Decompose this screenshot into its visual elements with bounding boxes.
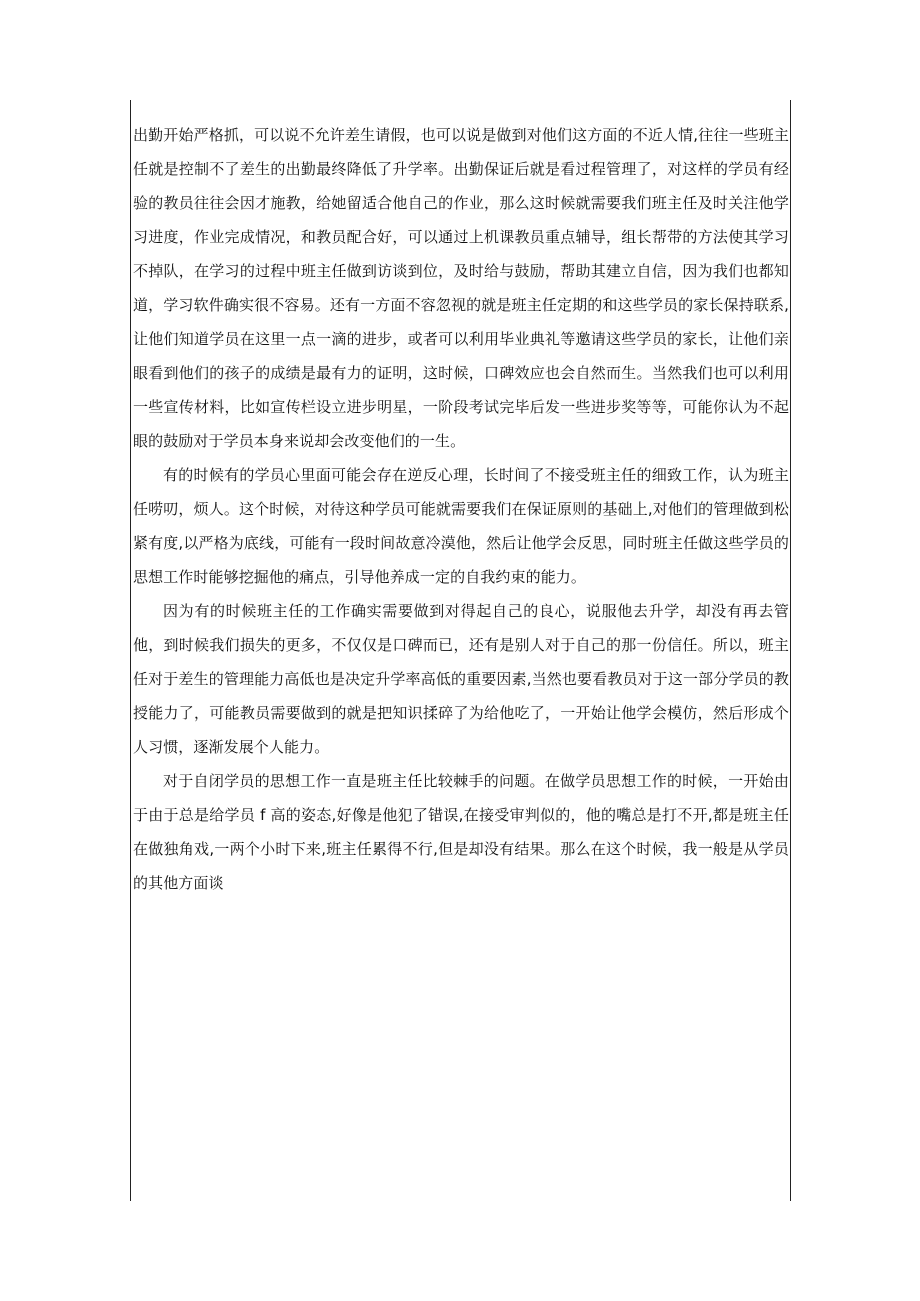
paragraph-1: 出勤开始严格抓，可以说不允许差生请假，也可以说是做到对他们这方面的不近人情,往往一些班主任就是控制不了差生的出勤最终降低了升学率。出勤保证后就是看过程管理了，对这样的学员有经验的教员往往会因才施教，给她留适合他自己的作业，那么这时候就需要我们班主任及时关注他学习进度，作业完成情况，和教员配合好，可以通过上机课教员重点辅导，组长帮带的方法使其学习不掉队，在学习的过程中班主任做到访谈到位，及时给与鼓励，帮助其建立自信，因为我们也都知道，学习软件确实很不容易。还有一方面不容忽视的就是班主任定期的和这些学员的家长保持联系,让他们知道学员在这里一点一滴的进步，或者可以利用毕业典礼等邀请这些学员的家长，让他们亲眼看到他们的孩子的成绩是最有力的证明，这时候，口碑效应也会自然而生。当然我们也可以利用一些宣传材料，比如宣传栏设立进步明星，一阶段考试完毕后发一些进步奖等等，可能你认为不起眼的鼓励对于学员本身来说却会改变他们的一生。 [133,126,789,450]
paragraph-2: 有的时候有的学员心里面可能会存在逆反心理，长时间了不接受班主任的细致工作，认为班主任唠叨，烦人。这个时候，对待这种学员可能就需要我们在保证原则的基础上,对他们的管理做到松紧有度,以严格为底线，可能有一段时间故意冷漠他，然后让他学会反思，同时班主任做这些学员的思想工作时能够挖掘他的痛点，引导他养成一定的自我约束的能力。 [133,466,789,586]
left-border-line [130,100,131,1201]
right-border-line [790,100,791,1201]
document-body [133,118,789,900]
paragraph-3: 因为有的时候班主任的工作确实需要做到对得起自己的良心，说服他去升学，却没有再去管他，到时候我们损失的更多，不仅仅是口碑而已，还有是别人对于自己的那一份信任。所以，班主任对于差生的管理能力高低也是决定升学率高低的重要因素,当然也要看教员对于这一部分学员的教授能力了，可能教员需要做到的就是把知识揉碎了为给他吃了，一开始让他学会模仿，然后形成个人习惯，逐渐发展个人能力。 [133,602,789,756]
paragraph-4: 对于自闭学员的思想工作一直是班主任比较棘手的问题。在做学员思想工作的时候，一开始由于由于总是给学员 f 高的姿态,好像是他犯了错误,在接受审判似的，他的嘴总是打不开,都是班主任在做独角戏,一两个小时下来,班主任累得不行,但是却没有结果。那么在这个时候，我一般是从学员的其他方面谈 [133,772,789,892]
